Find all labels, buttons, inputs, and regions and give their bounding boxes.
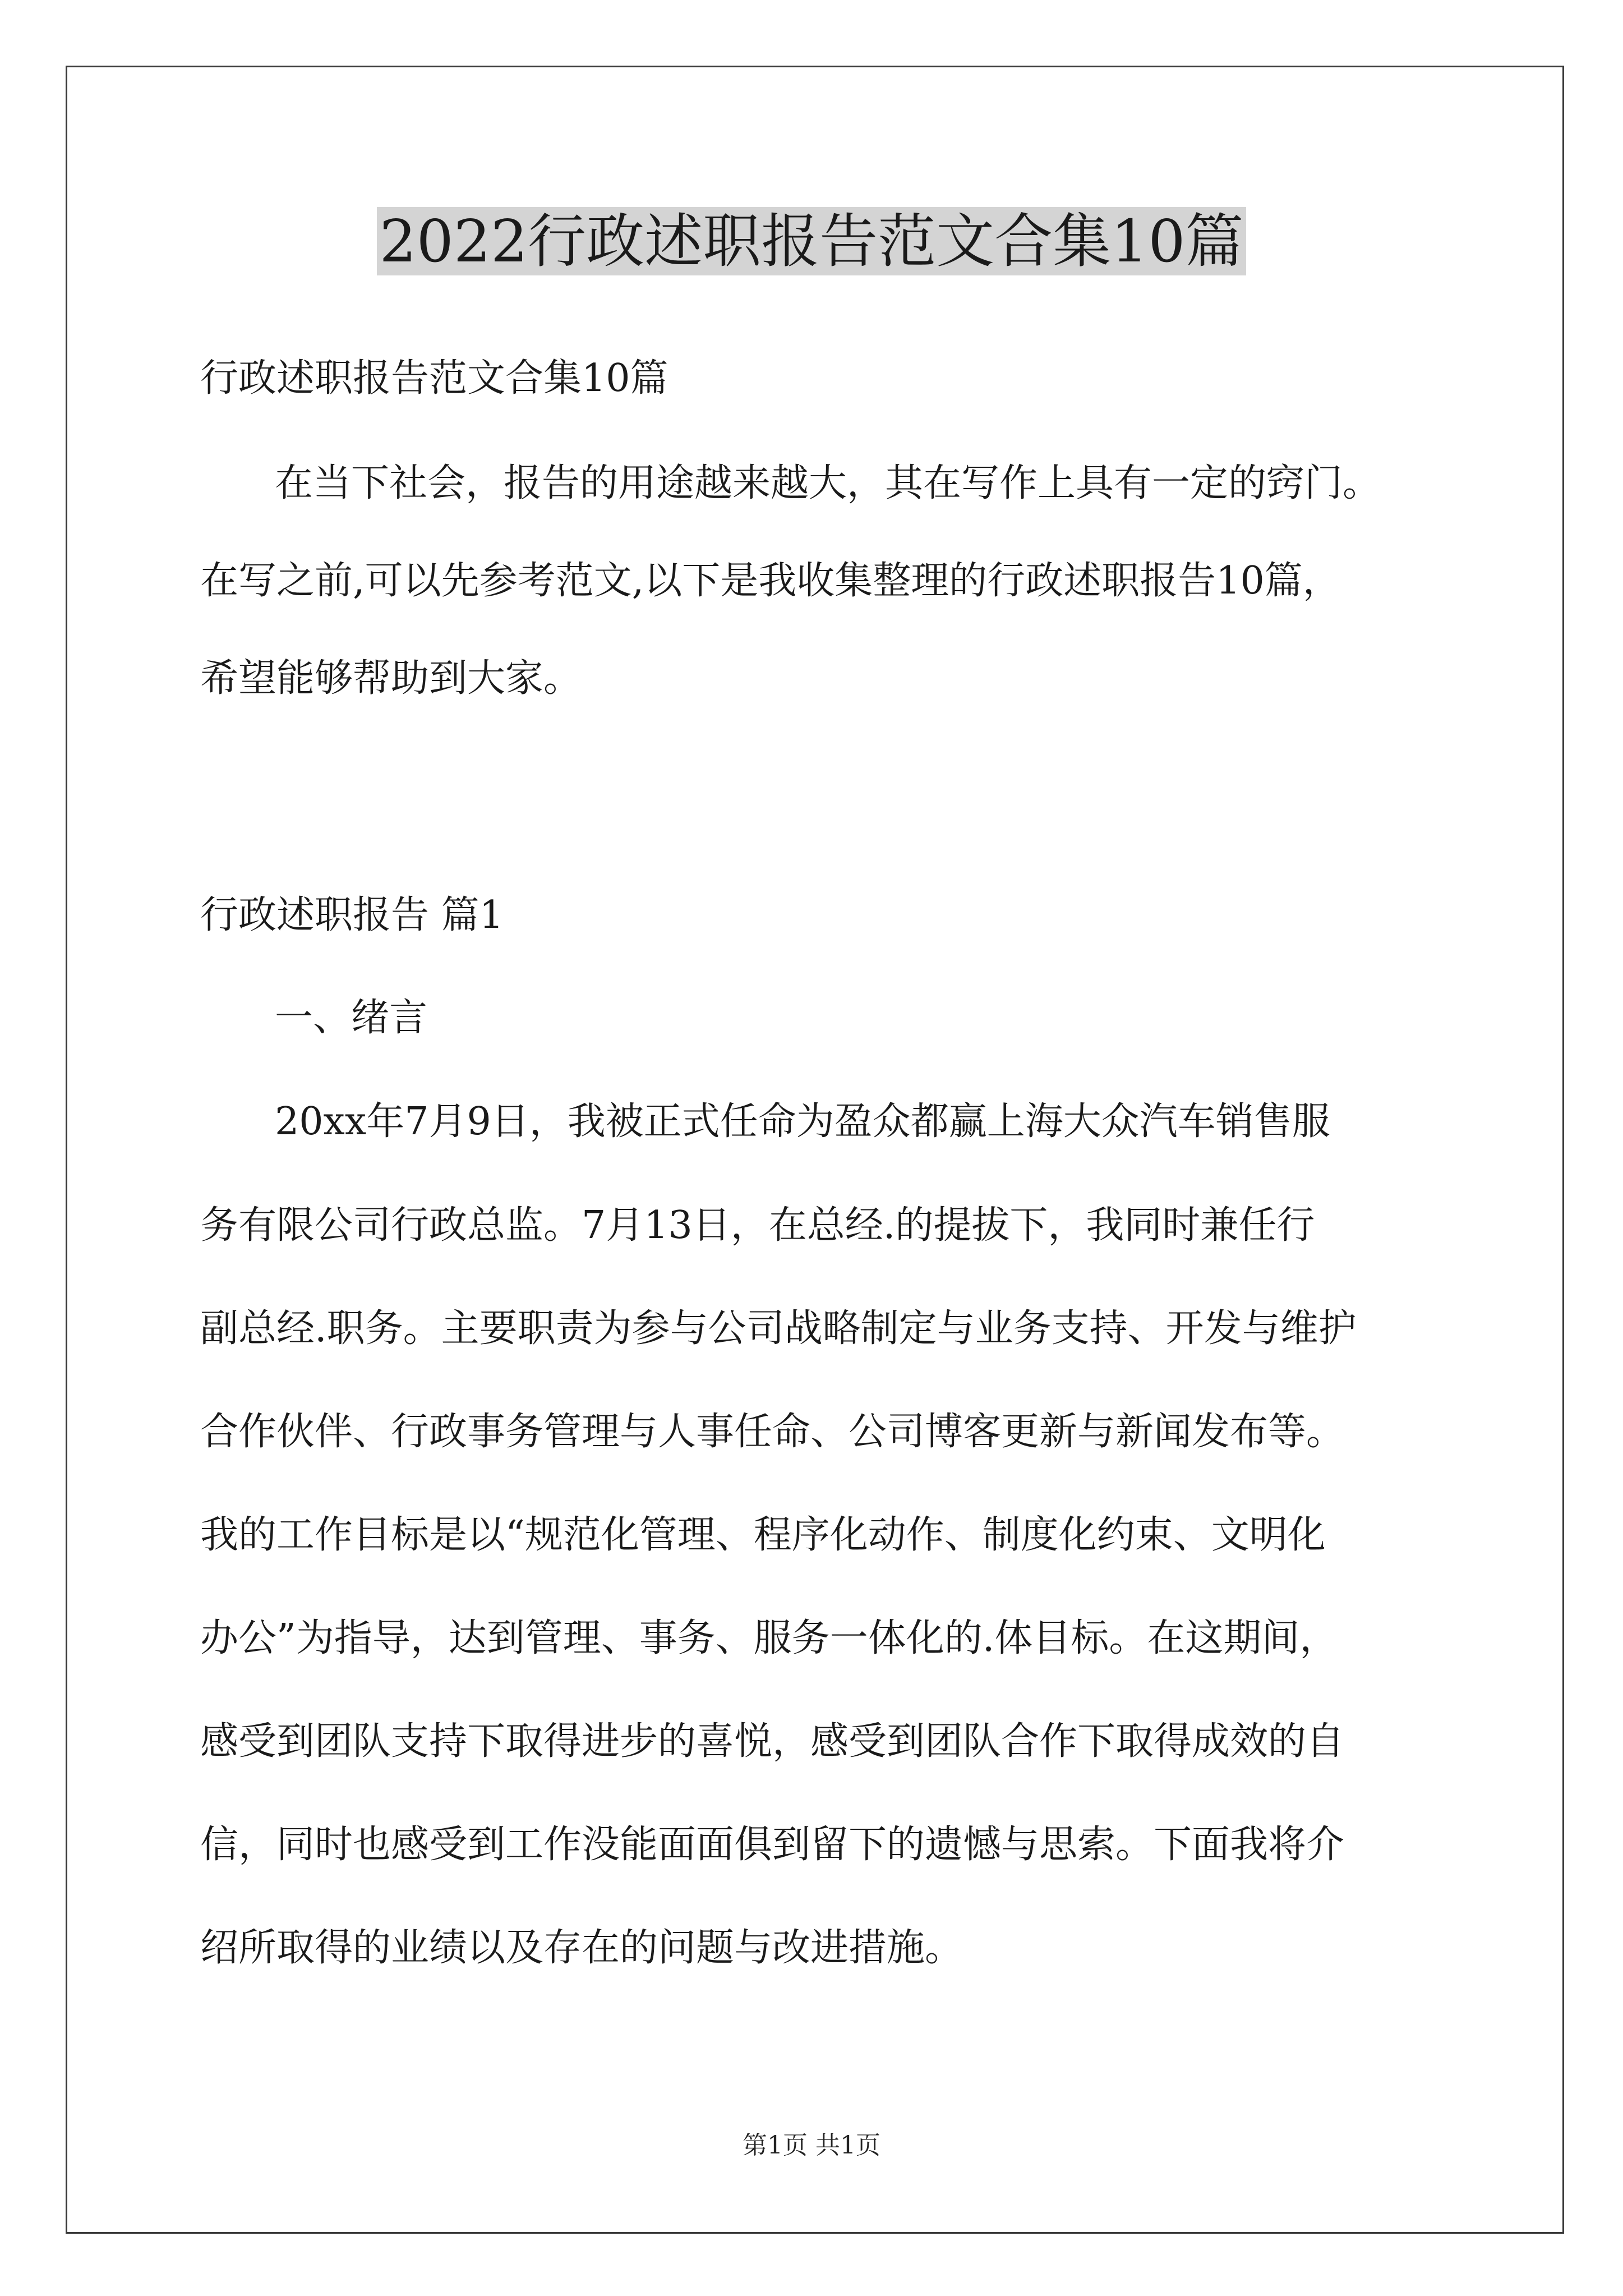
- body-line-9: 绍所取得的业绩以及存在的问题与改进措施。: [200, 1926, 963, 1970]
- body-line-5: 我的工作目标是以“规范化管理、程序化动作、制度化约束、文明化: [200, 1513, 1326, 1557]
- body-line-1: 20xx年7月9日，我被正式任命为盈众都赢上海大众汽车销售服: [275, 1099, 1330, 1144]
- body-line-2: 务有限公司行政总监。7月13日，在总经.的提拔下，我同时兼任行: [200, 1203, 1315, 1248]
- page-footer: 第1页 共1页: [743, 2131, 880, 2160]
- intro-line-2: 在写之前,可以先参考范文,以下是我收集整理的行政述职报告10篇，: [200, 559, 1341, 603]
- body-line-6: 办公”为指导，达到管理、事务、服务一体化的.体目标。在这期间，: [200, 1616, 1338, 1660]
- body-line-7: 感受到团队支持下取得进步的喜悦，感受到团队合作下取得成效的自: [200, 1719, 1345, 1764]
- document-title: [0, 202, 1623, 280]
- body-line-4: 合作伙伴、行政事务管理与人事任命、公司博客更新与新闻发布等。: [200, 1410, 1345, 1454]
- document-subtitle: 行政述职报告范文合集10篇: [200, 356, 668, 401]
- intro-line-1: 在当下社会，报告的用途越来越大，其在写作上具有一定的窍门。: [275, 461, 1381, 505]
- intro-line-3: 希望能够帮助到大家。: [200, 656, 582, 701]
- subsection-heading: 一、绪言: [275, 996, 428, 1040]
- body-line-8: 信，同时也感受到工作没能面面俱到留下的遗憾与思索。下面我将介: [200, 1823, 1345, 1867]
- section-heading: 行政述职报告 篇1: [200, 893, 504, 937]
- document-title-text: 2022行政述职报告范文合集10篇: [377, 207, 1246, 275]
- body-line-3: 副总经.职务。主要职责为参与公司战略制定与业务支持、开发与维护: [200, 1306, 1357, 1351]
